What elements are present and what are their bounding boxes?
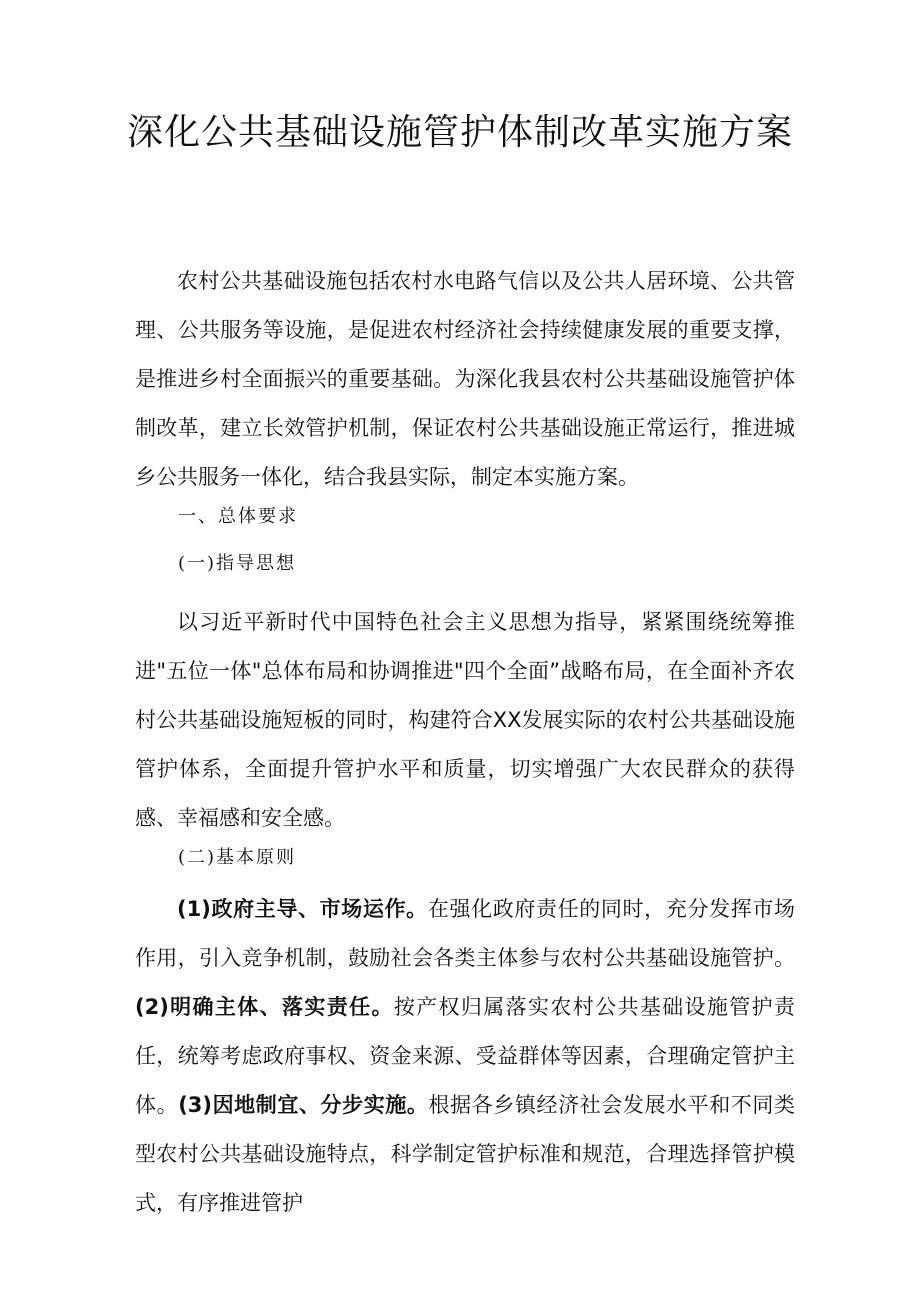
principle-2-text: 按产权归属落实农村公共基础设施管护责任，统筹考虑政府事权、资金来源、受益群体等因素，合理确定管护主体。 bbox=[135, 995, 795, 1117]
intro-paragraph: 农村公共基础设施包括农村水电路气信以及公共人居环境、公共管理、公共服务等设施，是促进农村经济社会持续健康发展的重要支撑，是推进乡村全面振兴的重要基础。为深化我县农村公共基础设施管护体制改革，建立长效管护机制，保证农村公共基础设施正常运行，推进城乡公共服务一体化，结合我县实际，制定本实施方案。 bbox=[135, 269, 795, 489]
guiding-ideology-paragraph: 以习近平新时代中国特色社会主义思想为指导，紧紧围绕统筹推进"五位一体"总体布局和协调推进"四个全面”战略布局，在全面补齐农村公共基础设施短板的同时，构建符合XX发展实际的农村公共基础设施管护体系，全面提升管护水平和质量，切实增强广大农民群众的获得感、幸福感和安全感。 bbox=[135, 610, 795, 830]
principle-1-text: 在强化政府责任的同时，充分发挥市场作用，引入竞争机制，鼓励社会各类主体参与农村公共基础设施管护。 bbox=[135, 897, 795, 970]
principle-2-title: (2)明确主体、落实责任。 bbox=[135, 995, 394, 1019]
principle-1-title: (1)政府主导、市场运作。 bbox=[177, 897, 428, 921]
subsection-heading-guiding-ideology: (一)指导思想 bbox=[178, 553, 297, 574]
section-heading-overall-requirements: 一、总体要求 bbox=[178, 506, 298, 527]
document-title: 深化公共基础设施管护体制改革实施方案 bbox=[126, 112, 793, 153]
principle-3-text: 根据各乡镇经济社会发展水平和不同类型农村公共基础设施特点，科学制定管护标准和规范，合理选择管护模式，有序推进管护 bbox=[135, 1093, 795, 1215]
principle-3-title: (3)因地制宜、分步实施。 bbox=[178, 1093, 429, 1117]
basic-principles-paragraph bbox=[135, 885, 795, 1228]
subsection-heading-basic-principles: (二)基本原则 bbox=[178, 847, 297, 868]
